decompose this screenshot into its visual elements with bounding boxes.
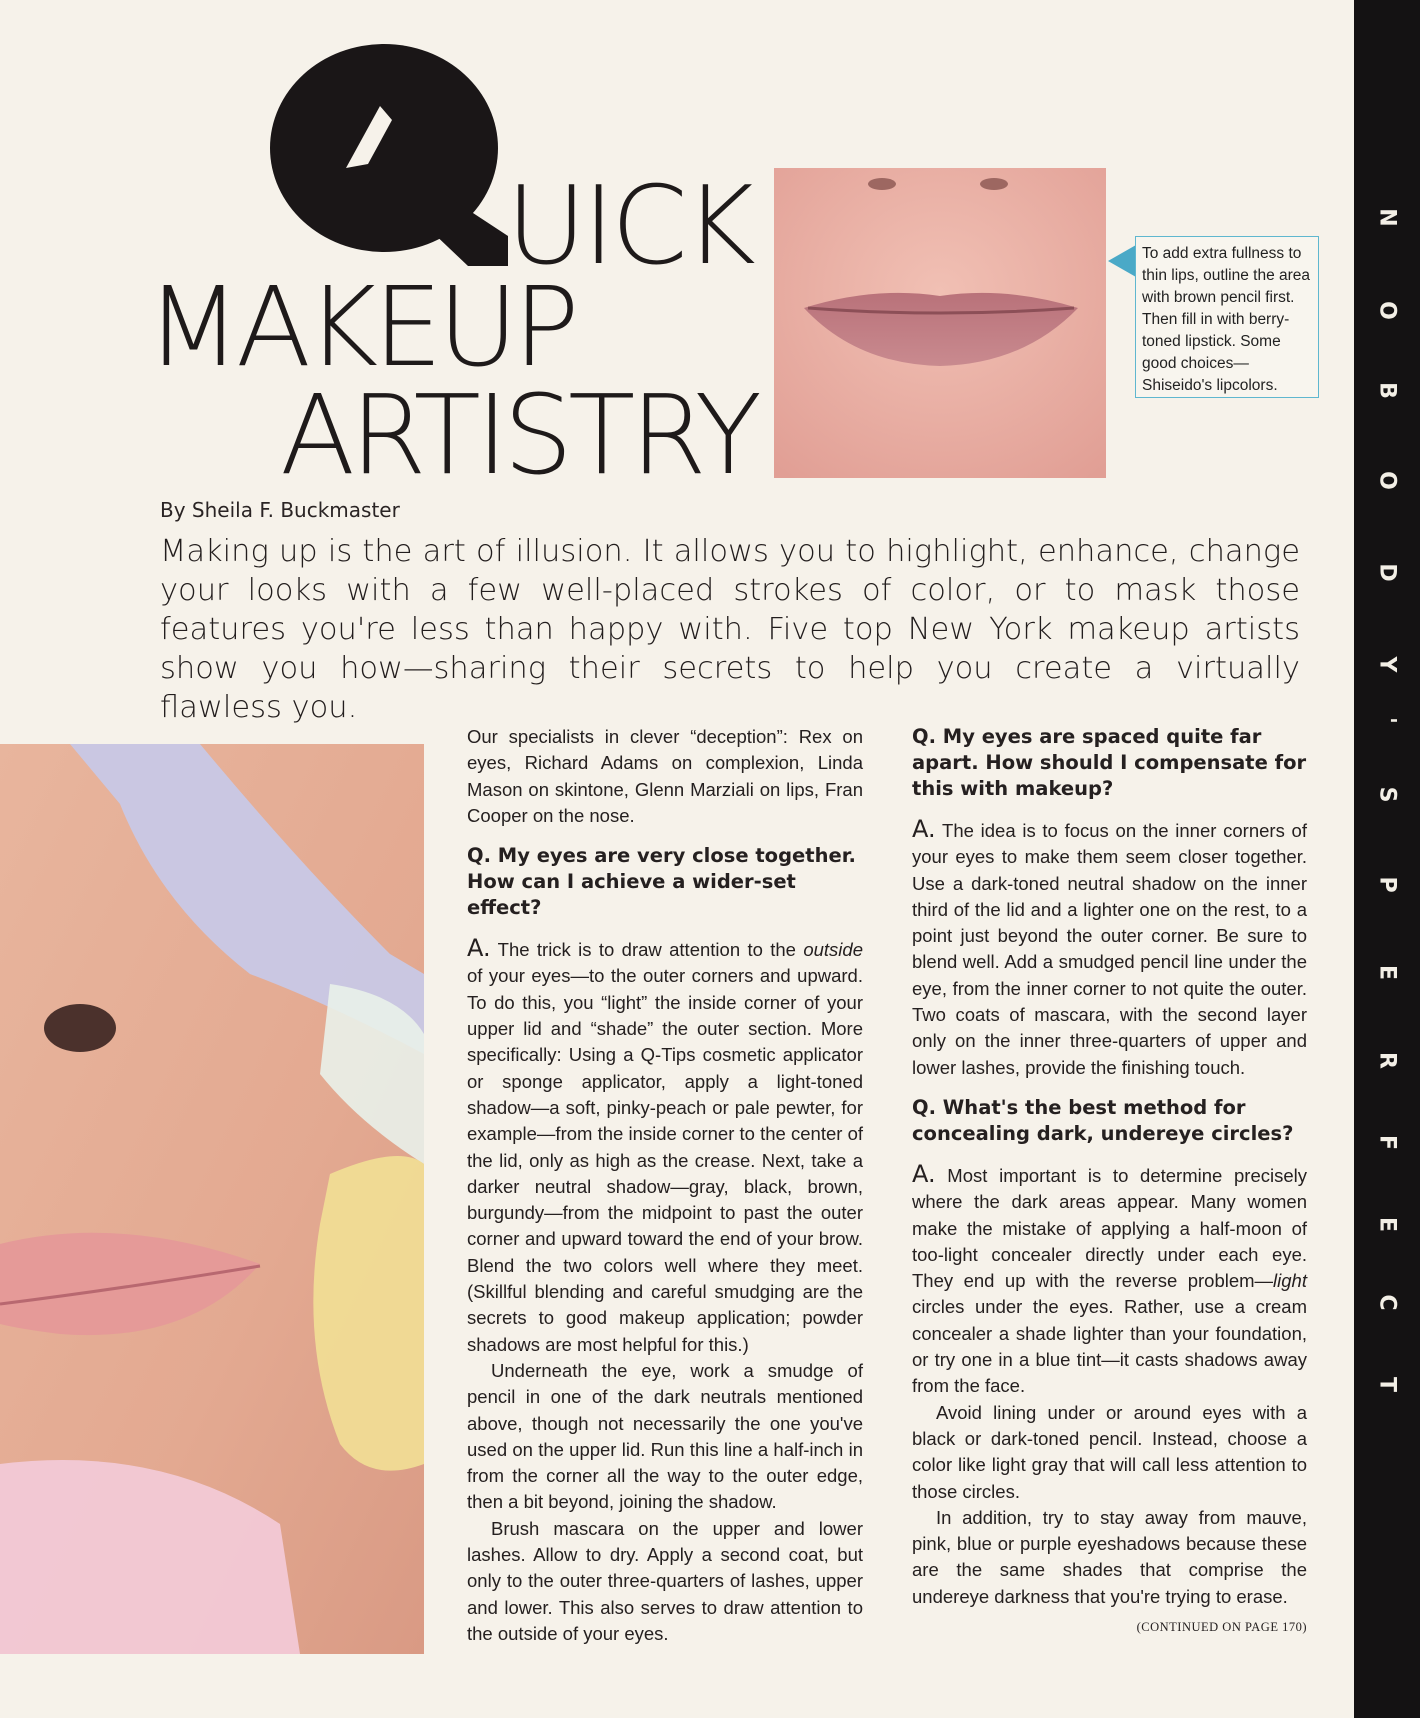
sidebar-letter: F [1374, 1134, 1400, 1151]
article-column-1 [467, 724, 863, 1647]
sidebar-letter: B [1374, 382, 1400, 399]
answer-3-italic: light [1273, 1270, 1307, 1292]
sidebar-letter: N [1374, 208, 1400, 227]
sidebar-letter: E [1374, 964, 1400, 981]
face-photo [0, 744, 424, 1654]
sidebar-letter: R [1374, 1052, 1400, 1069]
sidebar-letter: S [1374, 786, 1400, 803]
q-marker: Q. [467, 844, 491, 868]
sidebar-letter: O [1374, 301, 1400, 320]
question-2 [912, 724, 1307, 802]
answer-3-paragraph-3 [912, 1505, 1307, 1635]
a-marker: A. [912, 1159, 936, 1188]
continued-notice: (CONTINUED ON PAGE 170) [1136, 1620, 1307, 1635]
question-1-text: My eyes are very close together. How can I achieve a wider-set effect? [467, 844, 856, 920]
sidebar-letter: D [1374, 563, 1400, 582]
question-2-text: My eyes are spaced quite far apart. How should I compensate for this with makeup? [912, 725, 1307, 800]
sidebar-letter: P [1374, 876, 1400, 893]
answer-2 [912, 816, 1307, 1081]
question-1 [467, 843, 863, 921]
lead-paragraph: Our specialists in clever “deception”: Rex on eyes, Richard Adams on complexion, Linda Mason on skintone, Glenn Marziali on lips, Fran Cooper on the nose. [467, 726, 863, 826]
answer-2-text: The idea is to focus on the inner corners of your eyes to make them seem closer together. Use a dark-toned neutral shadow on the inner third of the lid and a lighter one on the rest, to a point just beyond the outer corner. Be sure to blend well. Add a smudged pencil line under the eye, from the inner corner to not quite the outer. Two coats of mascara, with the second layer only on the inner three-quarters of upper and lower lashes, provide the finishing touch. [912, 820, 1307, 1078]
title-artistry: ARTISTRY [280, 371, 757, 499]
sidebar-letter: C [1374, 1294, 1400, 1311]
photo-caption: To add extra fullness to thin lips, outline the area with brown pencil first. Then fill in with berry-toned lipstick. Some good choices—Shiseido's lipcolors. [1135, 236, 1319, 398]
sidebar-letter: T [1374, 1376, 1400, 1392]
q-marker: Q. [912, 725, 936, 748]
title-uick: UICK [506, 163, 752, 289]
answer-1-paragraph-2: Underneath the eye, work a smudge of pencil in one of the dark neutrals mentioned above, though not necessarily the one you've used on the upper lid. Run this line a half-inch in from the corner all the way to the outer edge, then a bit beyond, joining the shadow. [467, 1359, 863, 1513]
answer-1 [467, 935, 863, 1358]
question-3 [912, 1095, 1307, 1147]
big-q-letter [268, 40, 508, 268]
intro-paragraph: Making up is the art of illusion. It allows you to highlight, enhance, change your looks with a few well-placed strokes of color, or to mask those features you're less than happy with. Five top New York makeup artists show you how—sharing their secrets to help you create a virtually flawless you. [160, 534, 1300, 725]
answer-1-text-cont: of your eyes—to the outer corners and upward. To do this, you “light” the inside corner of your upper lid and “shade” the outer section. More specifically: Using a Q-Tips cosmetic applicator or sponge applicator, apply a light-toned shadow—a soft, pinky-peach or pale pewter, for example—from the inside corner to the center of the lid, only as high as the crease. Next, take a darker neutral shadow—gray, black, brown, burgundy—from the midpoint to past the outer corner and upward toward the end of your brow. Blend the two colors well where they meet. (Skillful blending and careful smudging are the secrets to good makeup application; powder shadows are most helpful for this.) [467, 965, 863, 1355]
a-marker: A. [467, 934, 491, 963]
a-marker: A. [912, 815, 936, 843]
answer-1-italic: outside [803, 939, 863, 961]
question-3-text: What's the best method for concealing dark, undereye circles? [912, 1095, 1294, 1145]
article-column-2 [912, 724, 1307, 1640]
sidebar-letter: Y [1374, 656, 1400, 673]
answer-3-paragraph-3-text: In addition, try to stay away from mauve, pink, blue or purple eyeshadows because these are the same shades that comprise the undereye darkness that you're trying to erase. [912, 1506, 1307, 1607]
answer-1-text: The trick is to draw attention to the [490, 939, 804, 961]
answer-3-paragraph-2: Avoid lining under or around eyes with a black or dark-toned pencil. Instead, choose a color like light gray that will call less attention to those circles. [912, 1401, 1307, 1502]
q-marker: Q. [912, 1095, 936, 1119]
answer-3-text-cont: circles under the eyes. Rather, use a cream concealer a shade lighter than your foundation, or try one in a blue tint—it casts shadows away from the face. [912, 1296, 1307, 1397]
answer-3 [912, 1161, 1307, 1400]
byline: By Sheila F. Buckmaster [160, 498, 400, 522]
answer-1-paragraph-3: Brush mascara on the upper and lower lashes. Allow to dry. Apply a second coat, but only to the outer three-quarters of lashes, upper and lower. This also serves to draw attention to the outside of your eyes. [467, 1517, 863, 1644]
sidebar-strip [1354, 0, 1420, 1718]
sidebar-letter: E [1374, 1216, 1400, 1233]
caption-pointer [1108, 245, 1136, 277]
answer-3-text: Most important is to determine precisely where the dark areas appear. Many women make the mistake of applying a half-moon of too-light concealer directly under each eye. They end up with the reverse problem— [912, 1164, 1307, 1292]
lips-photo [774, 168, 1106, 478]
q-letter-shape [270, 44, 508, 266]
sidebar-letter: O [1374, 471, 1400, 490]
title-makeup: MAKEUP [146, 263, 575, 391]
sidebar-letter: ' [1374, 717, 1400, 724]
